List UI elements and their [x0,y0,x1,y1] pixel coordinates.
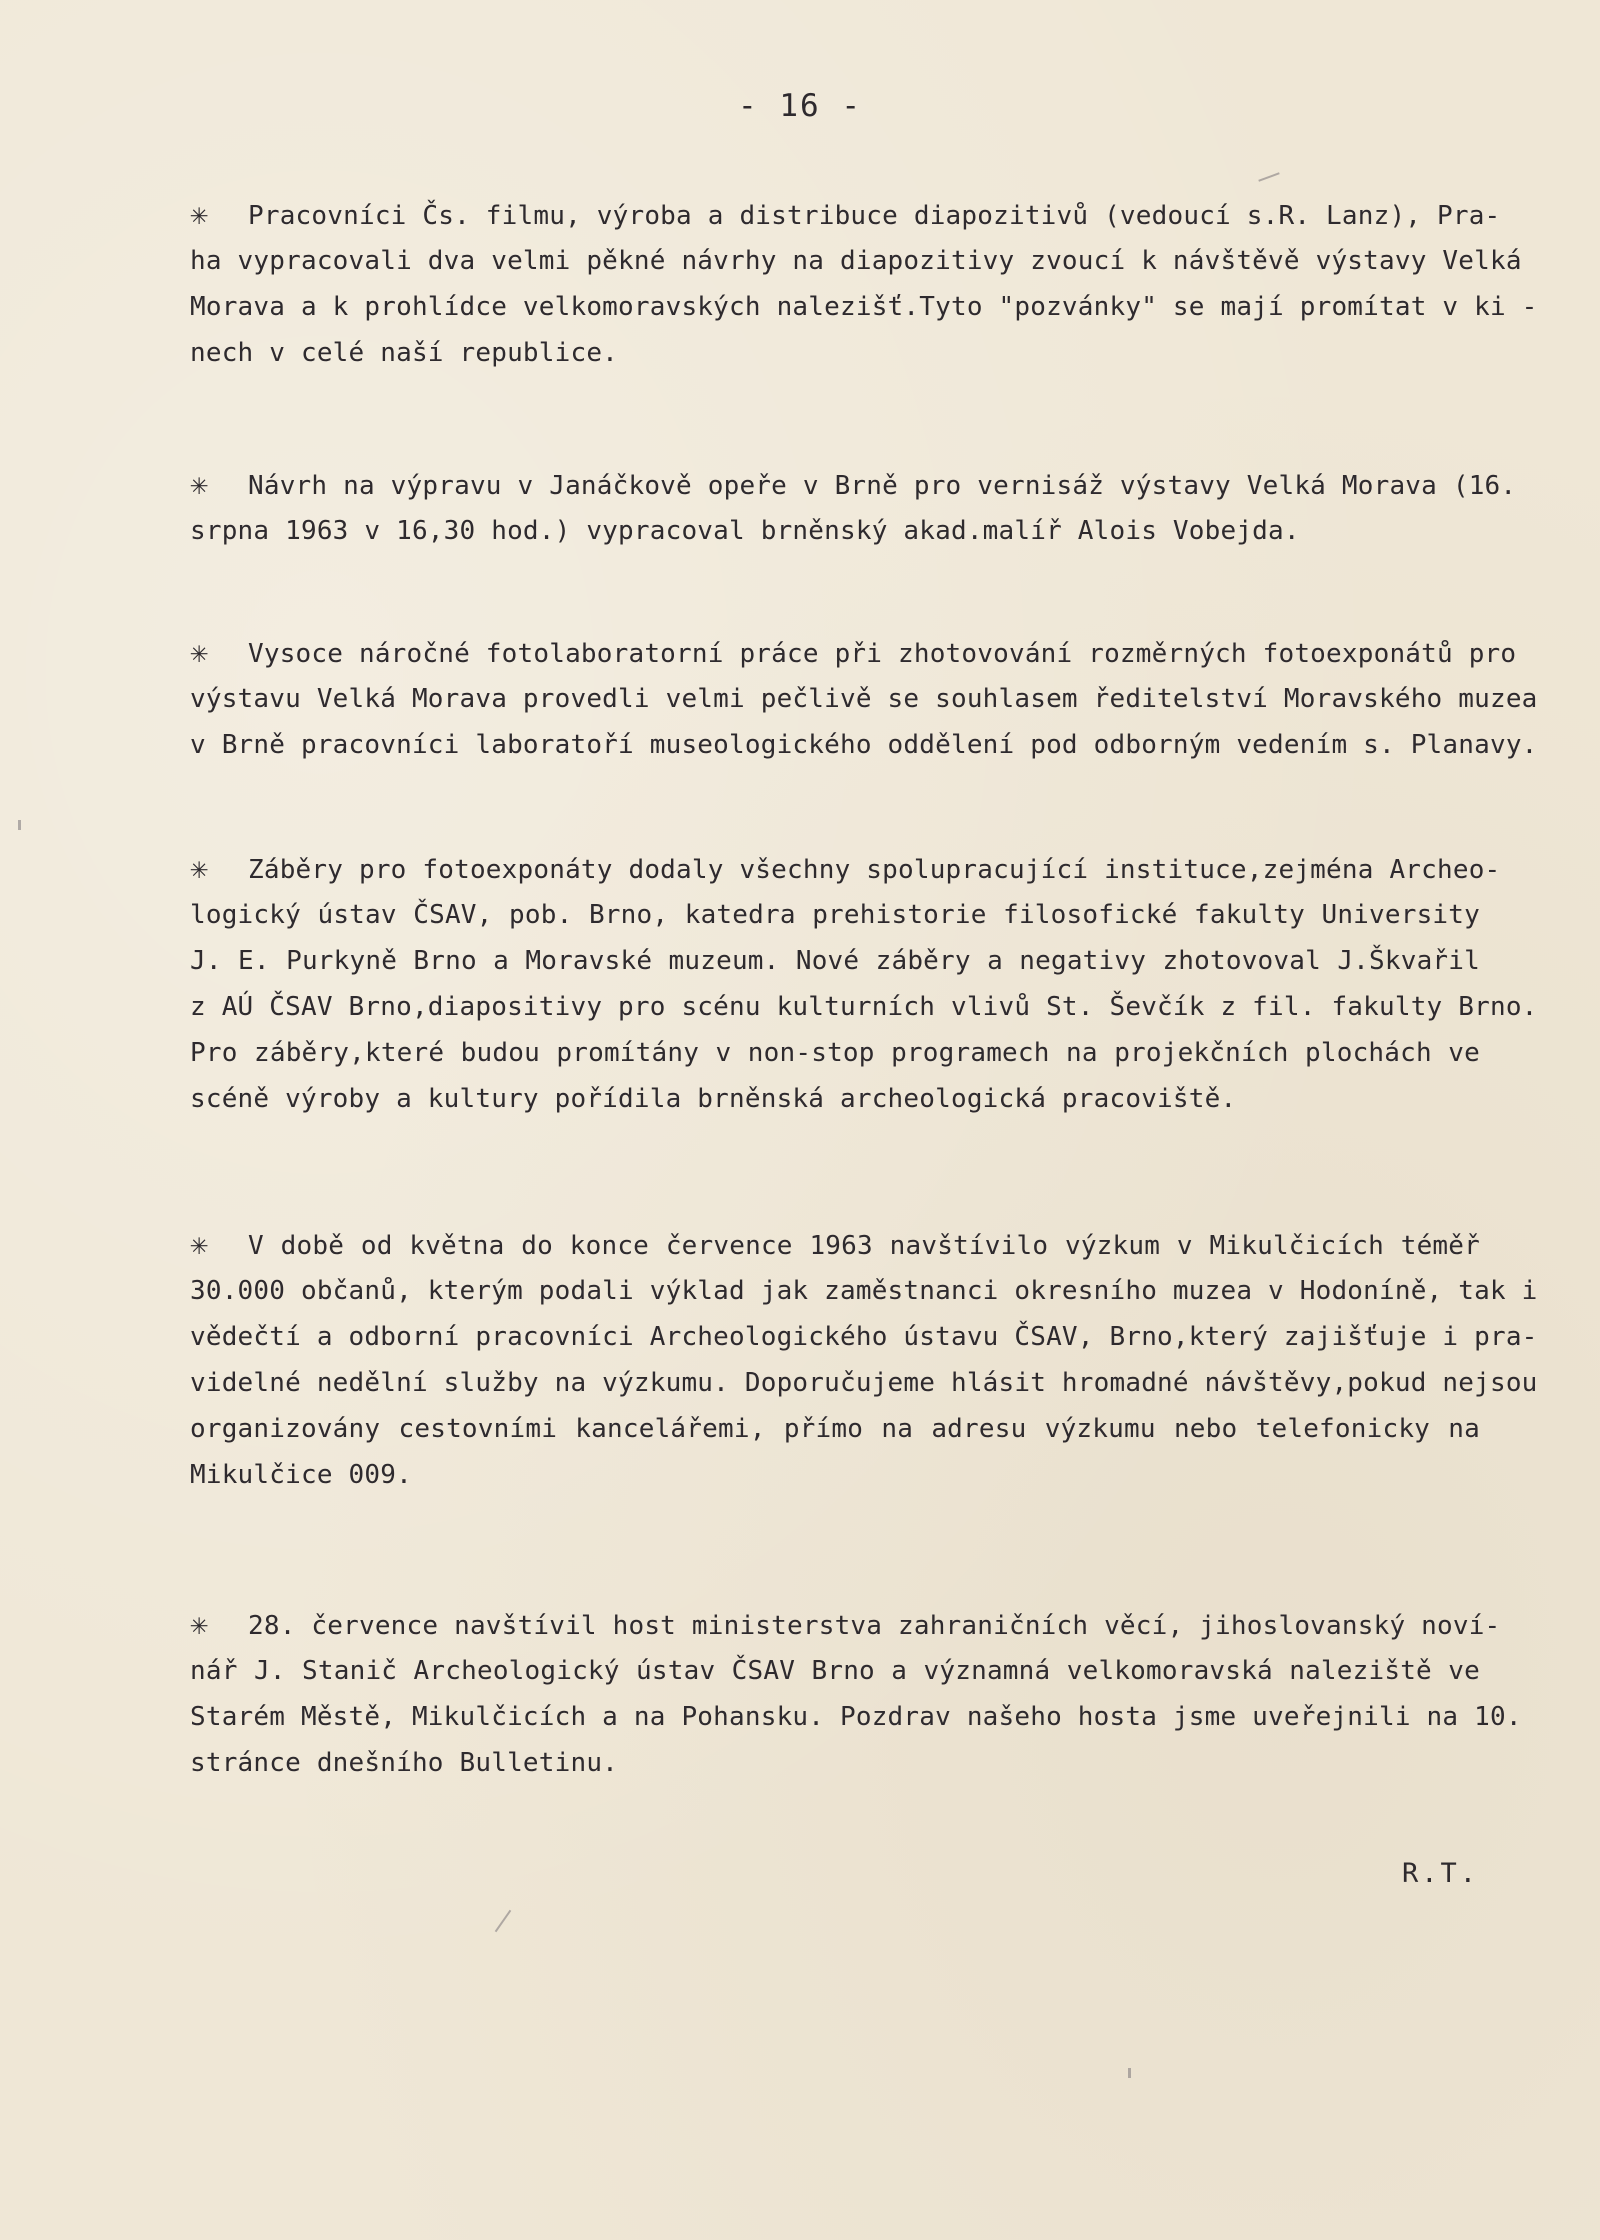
paragraph-line: z AÚ ČSAV Brno,diapositivy pro scénu kulturních vlivů St. Ševčík z fil. fakulty Brno. [190,992,1538,1022]
paragraph-line: Starém Městě, Mikulčicích a na Pohansku. Pozdrav našeho hosta jsme uveřejnili na 10. [190,1702,1522,1732]
paragraph-line: ha vypracovali dva velmi pěkné návrhy na diapozitivy zvoucí k návštěvě výstavy Velká [190,246,1522,276]
paragraph-opera-design [190,462,1517,554]
paragraph-line: v Brně pracovníci laboratoří museologického oddělení pod odborným vedením s. Planavy. [190,730,1538,760]
paragraph-mikulcice-visitors [190,1222,1538,1498]
stray-mark [1258,172,1279,181]
paragraph-foreign-guest [190,1602,1522,1786]
paragraph-line: Pracovníci Čs. filmu, výroba a distribuce diapozitivů (vedoucí s.R. Lanz), Pra- [248,201,1501,231]
paragraph-line: nech v celé naší republice. [190,338,619,368]
signature: R.T. [1402,1858,1480,1889]
paragraph-line: nář J. Stanič Archeologický ústav ČSAV Brno a významná velkomoravská naleziště ve [190,1656,1480,1686]
paragraph-line: Pro záběry,které budou promítány v non-stop programech na projekčních plochách ve [190,1038,1480,1068]
paragraph-line: Návrh na výpravu v Janáčkově opeře v Brně pro vernisáž výstavy Velká Morava (16. [248,471,1517,501]
paragraph-line: Vysoce náročné fotolaboratorní práce při zhotovování rozměrných fotoexponátů pro [248,639,1517,669]
asterisk-bullet-icon: ✳ [190,851,209,886]
page-number: - 16 - [738,88,862,124]
stray-mark [18,820,21,830]
paragraph-line: výstavu Velká Morava provedli velmi pečlivě se souhlasem ředitelství Moravského muzea [190,684,1538,714]
stray-mark [1128,2068,1131,2078]
paragraph-line: Mikulčice 009. [190,1460,412,1490]
paragraph-line: stránce dnešního Bulletinu. [190,1748,619,1778]
paragraph-line: Morava a k prohlídce velkomoravských nalezišť.Tyto "pozvánky" se mají promítat v ki - [190,292,1538,322]
paragraph-line: J. E. Purkyně Brno a Moravské muzeum. Nové záběry a negativy zhotovoval J.Škvařil [190,946,1480,976]
paragraph-line: 28. července navštívil host ministerstva zahraničních věcí, jihoslovanský noví- [248,1611,1501,1641]
paragraph-line: scéně výroby a kultury pořídila brněnská archeologická pracoviště. [190,1084,1237,1114]
paragraph-photo-sources [190,846,1538,1122]
paragraph-photo-lab [190,630,1538,768]
paragraph-line: V době od května do konce července 1963 navštívilo výzkum v Mikulčicích téměř [248,1231,1480,1261]
asterisk-bullet-icon: ✳ [190,197,209,232]
paragraph-line: logický ústav ČSAV, pob. Brno, katedra prehistorie filosofické fakulty University [190,900,1480,930]
paragraph-line: srpna 1963 v 16,30 hod.) vypracoval brněnský akad.malíř Alois Vobejda. [190,516,1300,546]
paragraph-film-diapositives-cont [190,238,1538,376]
asterisk-bullet-icon: ✳ [190,1227,209,1262]
asterisk-bullet-icon: ✳ [190,635,209,670]
asterisk-bullet-icon: ✳ [190,467,209,502]
paragraph-line: 30.000 občanů, kterým podali výklad jak zaměstnanci okresního muzea v Hodoníně, tak i [190,1276,1538,1306]
paragraph-line: videlné nedělní služby na výzkumu. Doporučujeme hlásit hromadné návštěvy,pokud nejsou [190,1368,1538,1398]
paragraph-line: Záběry pro fotoexponáty dodaly všechny spolupracující instituce,zejména Archeo- [248,855,1501,885]
paragraph-line: vědečtí a odborní pracovníci Archeologického ústavu ČSAV, Brno,který zajišťuje i pra- [190,1322,1538,1352]
paragraph-film-diapositives [190,192,1501,238]
paragraph-line: organizovány cestovními kancelářemi, přímo na adresu výzkumu nebo telefonicky na [190,1414,1480,1444]
asterisk-bullet-icon: ✳ [190,1607,209,1642]
stray-mark [495,1910,512,1932]
